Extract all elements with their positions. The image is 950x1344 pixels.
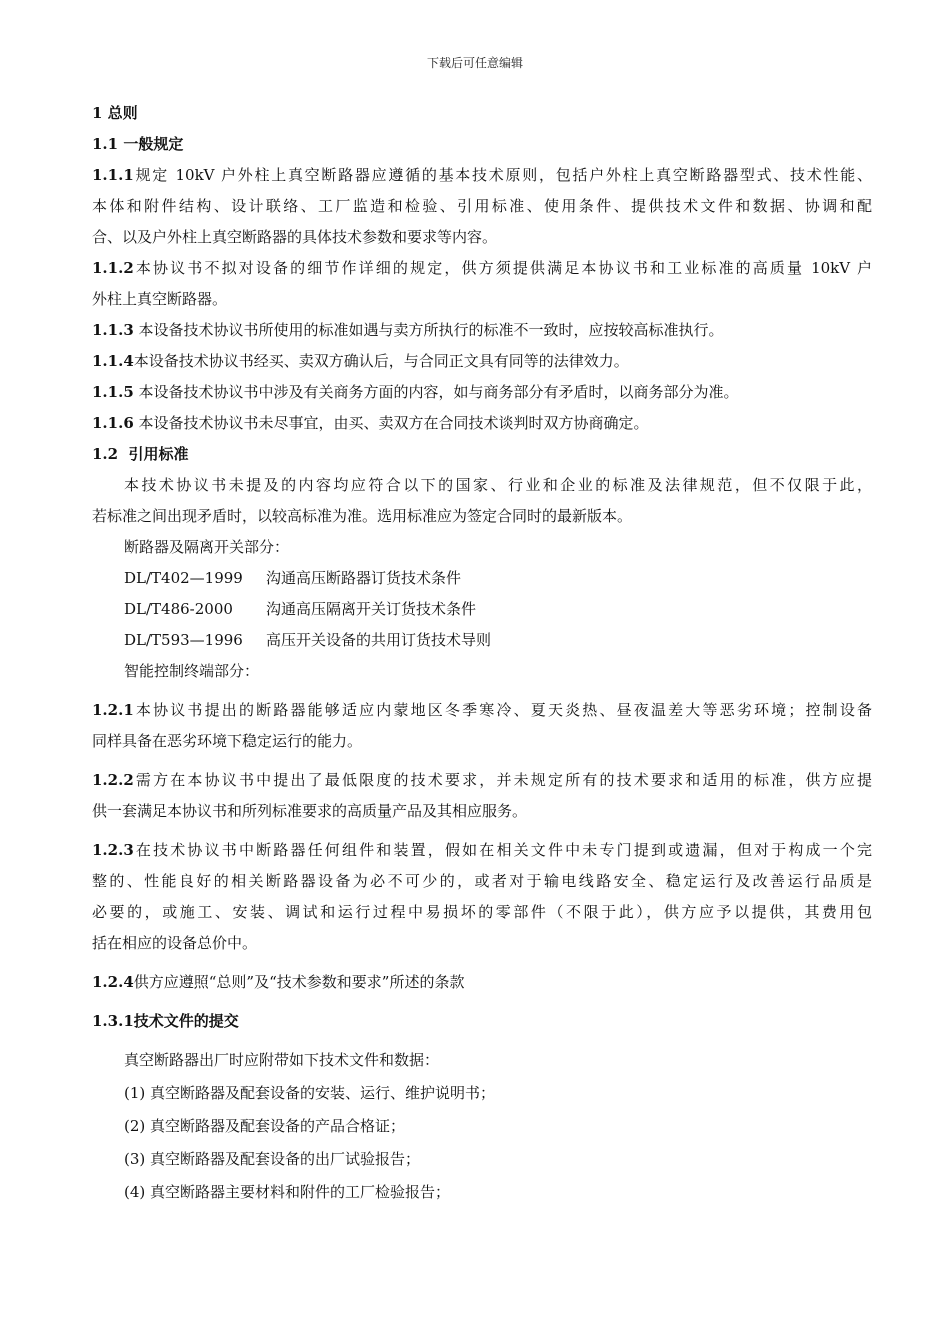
document-body [92,98,872,1208]
clause-1-1-6 [92,408,872,439]
section-1-title: 1 总则 [92,104,138,122]
clause-text: 合、以及户外柱上真空断路器的具体技术参数和要求等内容。 [92,228,498,246]
standard-item [92,594,872,625]
clause-number: 1.1.2 [92,259,134,277]
clause-1-1-2 [92,253,872,315]
standard-name: 沟通高压断路器订货技术条件 [266,569,462,587]
section-number: 1.3.1 [92,1012,134,1030]
clause-number: 1.1.6 [92,414,134,432]
section-1-2-title: 1.2 引用标准 [92,445,189,463]
clause-text: 规定 10kV 户外柱上真空断路器应遵循的基本技术原则，包括户外柱上真空断路器型式、技术性能、 [133,166,872,184]
clause-1-2-1 [92,695,872,757]
clause-number: 1.2.3 [92,841,134,859]
standard-name: 高压开关设备的共用订货技术导则 [266,631,492,649]
standard-name: 沟通高压隔离开关订货技术条件 [266,600,477,618]
doc-list-item: (3) 真空断路器及配套设备的出厂试验报告； [124,1150,421,1168]
clause-text: 必要的，或施工、安装、调试和运行过程中易损坏的零部件（不限于此），供方应予以提供，其费用包 [92,903,872,921]
section-1-3-1-title [92,1006,872,1037]
clause-text: 本设备技术协议书经买、卖双方确认后，与合同正文具有同等的法律效力。 [133,352,629,370]
clause-1-2-3 [92,835,872,959]
terminal-part-label: 智能控制终端部分： [124,662,260,680]
clause-text: 需方在本协议书中提出了最低限度的技术要求，并未规定所有的技术要求和适用的标准，供方应提 [133,771,872,789]
section-1-3-1-intro: 真空断路器出厂时应附带如下技术文件和数据： [124,1051,440,1069]
clause-text: 同样具备在恶劣环境下稳定运行的能力。 [92,732,363,750]
clause-1-1-5 [92,377,872,408]
clause-1-1-1 [92,160,872,253]
section-1-2-intro: 本技术协议书未提及的内容均应符合以下的国家、行业和企业的标准及法律规范，但不仅限于此， [124,476,872,494]
standard-code: DL/T593—1996 [124,631,243,649]
clause-number: 1.1.1 [92,166,134,184]
clause-number: 1.2.4 [92,973,134,991]
clause-text: 本设备技术协议书中涉及有关商务方面的内容，如与商务部分有矛盾时，以商务部分为准。 [133,383,739,401]
clause-1-2-4 [92,967,872,998]
breaker-part-label: 断路器及隔离开关部分： [124,538,290,556]
clause-1-1-4 [92,346,872,377]
doc-list-item: (2) 真空断路器及配套设备的产品合格证； [124,1117,406,1135]
doc-list-item: (1) 真空断路器及配套设备的安装、运行、维护说明书； [124,1084,496,1102]
clause-1-2-2 [92,765,872,827]
clause-number: 1.1.5 [92,383,134,401]
clause-text: 本设备技术协议书所使用的标准如遇与卖方所执行的标准不一致时，应按较高标准执行。 [133,321,724,339]
clause-text: 在技术协议书中断路器任何组件和装置，假如在相关文件中未专门提到或遗漏，但对于构成一个完 [133,841,872,859]
clause-number: 1.2.1 [92,701,134,719]
clause-text: 本体和附件结构、设计联络、工厂监造和检验、引用标准、使用条件、提供技术文件和数据、协调和配 [92,197,872,215]
clause-text: 整的、性能良好的相关断路器设备为必不可少的，或者对于输电线路安全、稳定运行及改善运行品质是 [92,872,872,890]
clause-text: 外柱上真空断路器。 [92,290,228,308]
clause-number: 1.1.3 [92,321,134,339]
section-heading: 技术文件的提交 [133,1012,239,1030]
clause-text: 供方应遵照“总则”及“技术参数和要求”所述的条款 [133,973,465,991]
doc-list-item: (4) 真空断路器主要材料和附件的工厂检验报告； [124,1183,451,1201]
clause-1-1-3 [92,315,872,346]
clause-text: 本协议书提出的断路器能够适应内蒙地区冬季寒冷、夏天炎热、昼夜温差大等恶劣环境；控制设备 [133,701,872,719]
standard-code: DL/T402—1999 [124,569,243,587]
clause-number: 1.1.4 [92,352,134,370]
standard-item [92,625,872,656]
clause-text: 供一套满足本协议书和所列标准要求的高质量产品及其相应服务。 [92,802,528,820]
clause-text: 括在相应的设备总价中。 [92,934,258,952]
section-1-2-intro-cont: 若标准之间出现矛盾时，以较高标准为准。选用标准应为签定合同时的最新版本。 [92,507,633,525]
standard-item [92,563,872,594]
clause-text: 本协议书不拟对设备的细节作详细的规定，供方须提供满足本协议书和工业标准的高质量 10kV 户 [133,259,872,277]
clause-text: 本设备技术协议书未尽事宜，由买、卖双方在合同技术谈判时双方协商确定。 [133,414,649,432]
section-1-1-title: 1.1 一般规定 [92,135,184,153]
clause-number: 1.2.2 [92,771,134,789]
standard-code: DL/T486-2000 [124,600,233,618]
page-header: 下载后可任意编辑 [426,56,523,70]
